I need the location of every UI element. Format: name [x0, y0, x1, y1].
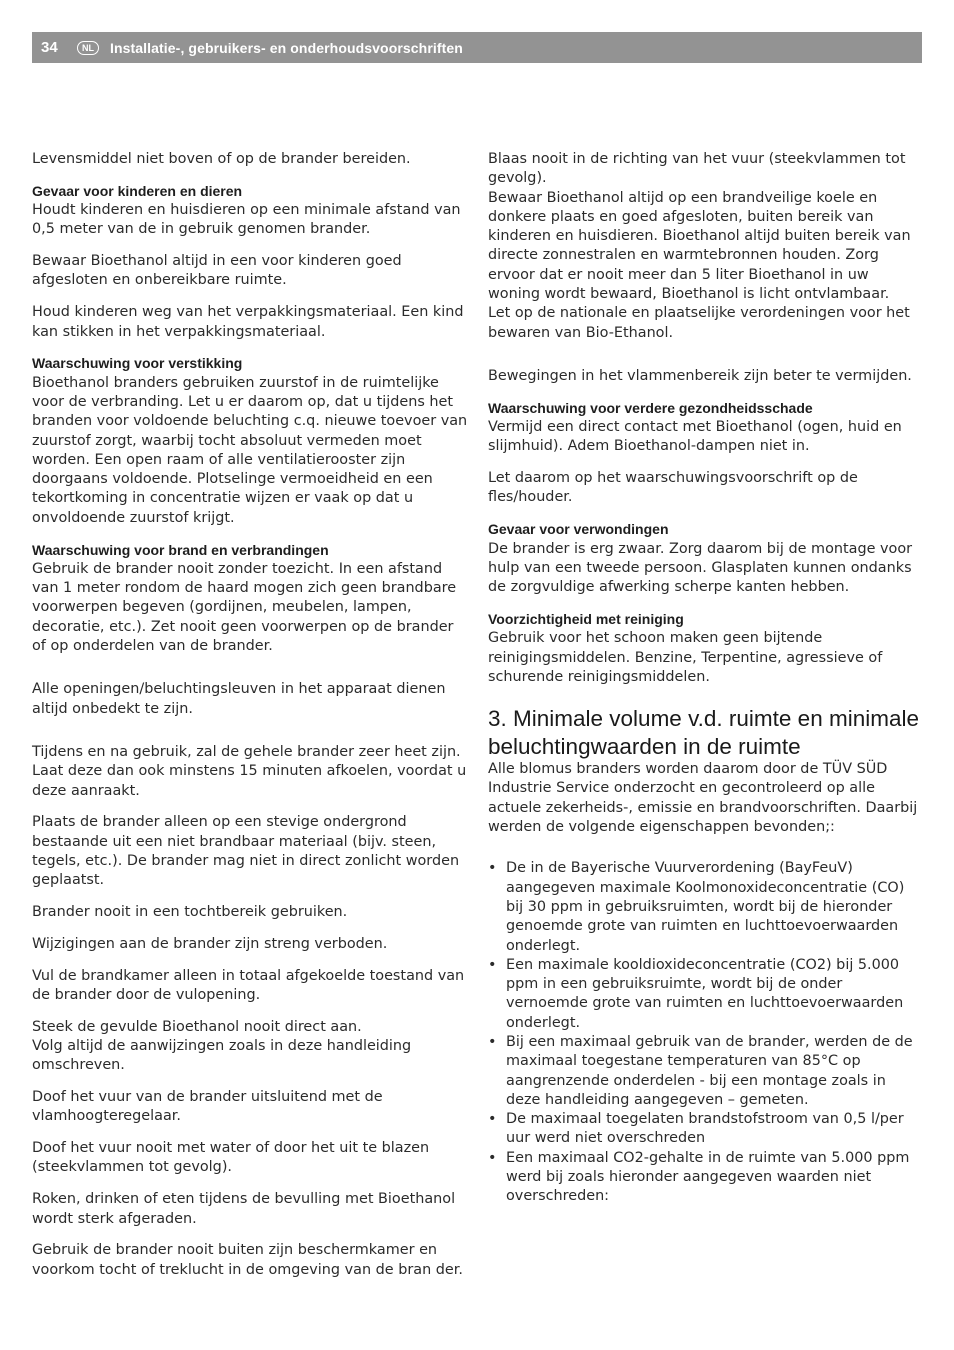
language-badge: NL	[77, 41, 99, 55]
section-subheading: Gevaar voor kinderen en dieren	[32, 182, 243, 199]
section-heading: 3. Minimale volume v.d. ruimte en minimale beluchtingwaarden in de ruimte	[488, 706, 919, 759]
paragraph: Steek de gevulde Bioethanol nooit direct aan.	[32, 1018, 362, 1035]
list-item-text: De in de Bayerische Vuurverordening (BayFeuV) aangegeven maximale Koolmonoxideconcentratie (CO) bij 30 ppm in gebruiksruimten, wordt bij de hieronder genoemde grote van ruimten en luchttoevoerwaarden onderlegt.	[506, 860, 905, 954]
paragraph: Let daarom op het waarschuwingsvoorschrift op de fles/houder.	[488, 470, 858, 506]
paragraph: Doof het vuur nooit met water of door het uit te blazen (steekvlammen tot gevolg).	[32, 1140, 430, 1176]
section-subheading: Waarschuwing voor verdere gezondheidsschade	[488, 399, 813, 416]
paragraph: Bioethanol branders gebruiken zuurstof in de ruimtelijke voor de verbranding. Let u er daarom op, dat u tijdens het branden voor voldoende beluchting c.q. nieuwe toevoer van zuurstof zorgt, waarbij tocht absoluut vermeden moet worden. Een open raam of alle ventilatierooster zijn doorgaans voldoende. Plotselinge vermoeidheid en een tekortkoming in concentratie wijzen er vaak op dat u onvoldoende zuurstof krijgt.	[32, 374, 468, 526]
right-column	[488, 150, 924, 1207]
paragraph: Bewaar Bioethanol altijd op een brandveilige koele en donkere plaats en goed afgesloten, buiten bereik van kinderen en huisdieren. Bioethanol altijd buiten bereik van directe zonnestralen en warmtebronnen houden. Zorg ervoor dat er nooit meer dan 5 liter Bioethanol in uw woning wordt bewaard, Bioethanol is licht ontvlambaar.	[488, 189, 911, 303]
paragraph: Let op de nationale en plaatselijke verordeningen voor het bewaren van Bio-Ethanol.	[488, 305, 910, 341]
requirements-list	[488, 859, 924, 1206]
list-item-text: Bij een maximaal gebruik van de brander, werden de de maximaal toegestane temperaturen van 85°C op aangrenzende onderdelen - bij een montage zoals in deze handleiding aangegeven – gemeten.	[506, 1033, 913, 1108]
paragraph: Vermijd een direct contact met Bioethanol (ogen, huid en slijmhuid). Adem Bioethanol-dampen niet in.	[488, 419, 902, 455]
paragraph: Doof het vuur van de brander uitsluitend met de vlamhoogteregelaar.	[32, 1089, 383, 1125]
list-item	[488, 1033, 924, 1110]
paragraph: De brander is erg zwaar. Zorg daarom bij de montage voor hulp van een tweede persoon. Glasplaten kunnen ondanks de zorgvuldige afwerking scherpe kanten hebben.	[488, 540, 913, 596]
paragraph: Alle openingen/beluchtingsleuven in het apparaat dienen altijd onbedekt te zijn.	[32, 681, 446, 717]
paragraph: Bewegingen in het vlammenbereik zijn beter te vermijden.	[488, 367, 912, 384]
list-item-text: De maximaal toegelaten brandstofstroom van 0,5 l/per uur werd niet overschreden	[506, 1111, 904, 1147]
section-subheading: Waarschuwing voor brand en verbrandingen	[32, 541, 329, 558]
paragraph: Gebruik de brander nooit buiten zijn beschermkamer en voorkom tocht of treklucht in de omgeving van de bran der.	[32, 1242, 463, 1278]
paragraph: Bewaar Bioethanol altijd in een voor kinderen goed afgesloten en onbereikbare ruimte.	[32, 253, 402, 289]
paragraph: Houd kinderen weg van het verpakkingsmateriaal. Een kind kan stikken in het verpakkingsmateriaal.	[32, 304, 464, 340]
paragraph: Alle blomus branders worden daarom door de TÜV SÜD Industrie Service onderzocht en gecontroleerd op alle actuele zekerheids-, emissie en brandvoorschriften. Daarbij werden de volgende eigenschappen bevonden;:	[488, 761, 918, 836]
section-subheading: Gevaar voor verwondingen	[488, 521, 669, 538]
bullet-icon: •	[488, 1033, 497, 1050]
section-subheading: Waarschuwing voor verstikking	[32, 355, 243, 372]
list-item	[488, 859, 924, 955]
bullet-icon: •	[488, 1149, 497, 1166]
paragraph: Wijzigingen aan de brander zijn streng verboden.	[32, 935, 388, 952]
paragraph: Gebruik de brander nooit zonder toezicht. In een afstand van 1 meter rondom de haard mogen zich geen brandbare voorwerpen begeven (gordijnen, meubelen, lampen, decoratie, etc.). Zet nooit geen voorwerpen op de brander of op onderdelen van de brander.	[32, 560, 457, 655]
page-number: 34	[41, 39, 58, 56]
bullet-icon: •	[488, 1111, 497, 1128]
list-item	[488, 1110, 924, 1149]
paragraph: Vul de brandkamer alleen in totaal afgekoelde toestand van de brander door de vulopening.	[32, 967, 465, 1003]
list-item-text: Een maximale kooldioxideconcentratie (CO2) bij 5.000 ppm in een gebruiksruimte, wordt bij de onder vernoemde grote van ruimten en luchttoevoerwaarden onderlegt.	[506, 956, 904, 1031]
bullet-icon: •	[488, 956, 497, 973]
paragraph: Houdt kinderen en huisdieren op een minimale afstand van 0,5 meter van de in gebruik genomen brander.	[32, 202, 461, 238]
paragraph: Plaats de brander alleen op een stevige ondergrond bestaande uit een niet brandbaar materiaal (bijv. steen, tegels, etc.). De brander mag niet in direct zonlicht worden geplaatst.	[32, 814, 460, 889]
paragraph: Roken, drinken of eten tijdens de bevulling met Bioethanol wordt sterk afgeraden.	[32, 1191, 456, 1227]
paragraph: Levensmiddel niet boven of op de brander bereiden.	[32, 151, 411, 167]
list-item	[488, 956, 924, 1033]
list-item	[488, 1149, 924, 1207]
page-header	[32, 32, 922, 63]
list-item-text: Een maximaal CO2-gehalte in de ruimte van 5.000 ppm werd bij zoals hieronder aangegeven waarden niet overschreden:	[506, 1149, 910, 1205]
paragraph: Gebruik voor het schoon maken geen bijtende reinigingsmiddelen. Benzine, Terpentine, agressieve of schurende reinigingsmiddelen.	[488, 630, 883, 685]
section-subheading: Voorzichtigheid met reiniging	[488, 610, 684, 627]
paragraph: Tijdens en na gebruik, zal de gehele brander zeer heet zijn. Laat deze dan ook minstens 15 minuten afkoelen, voordat u deze aanraakt.	[32, 743, 467, 799]
bullet-icon: •	[488, 860, 497, 877]
paragraph: Blaas nooit in de richting van het vuur (steekvlammen tot gevolg).	[488, 151, 906, 187]
paragraph: Volg altijd de aanwijzingen zoals in deze handleiding omschreven.	[32, 1037, 412, 1074]
left-column	[32, 150, 468, 1292]
header-title: Installatie-, gebruikers- en onderhoudsvoorschriften	[110, 39, 463, 56]
paragraph: Brander nooit in een tochtbereik gebruiken.	[32, 904, 348, 920]
